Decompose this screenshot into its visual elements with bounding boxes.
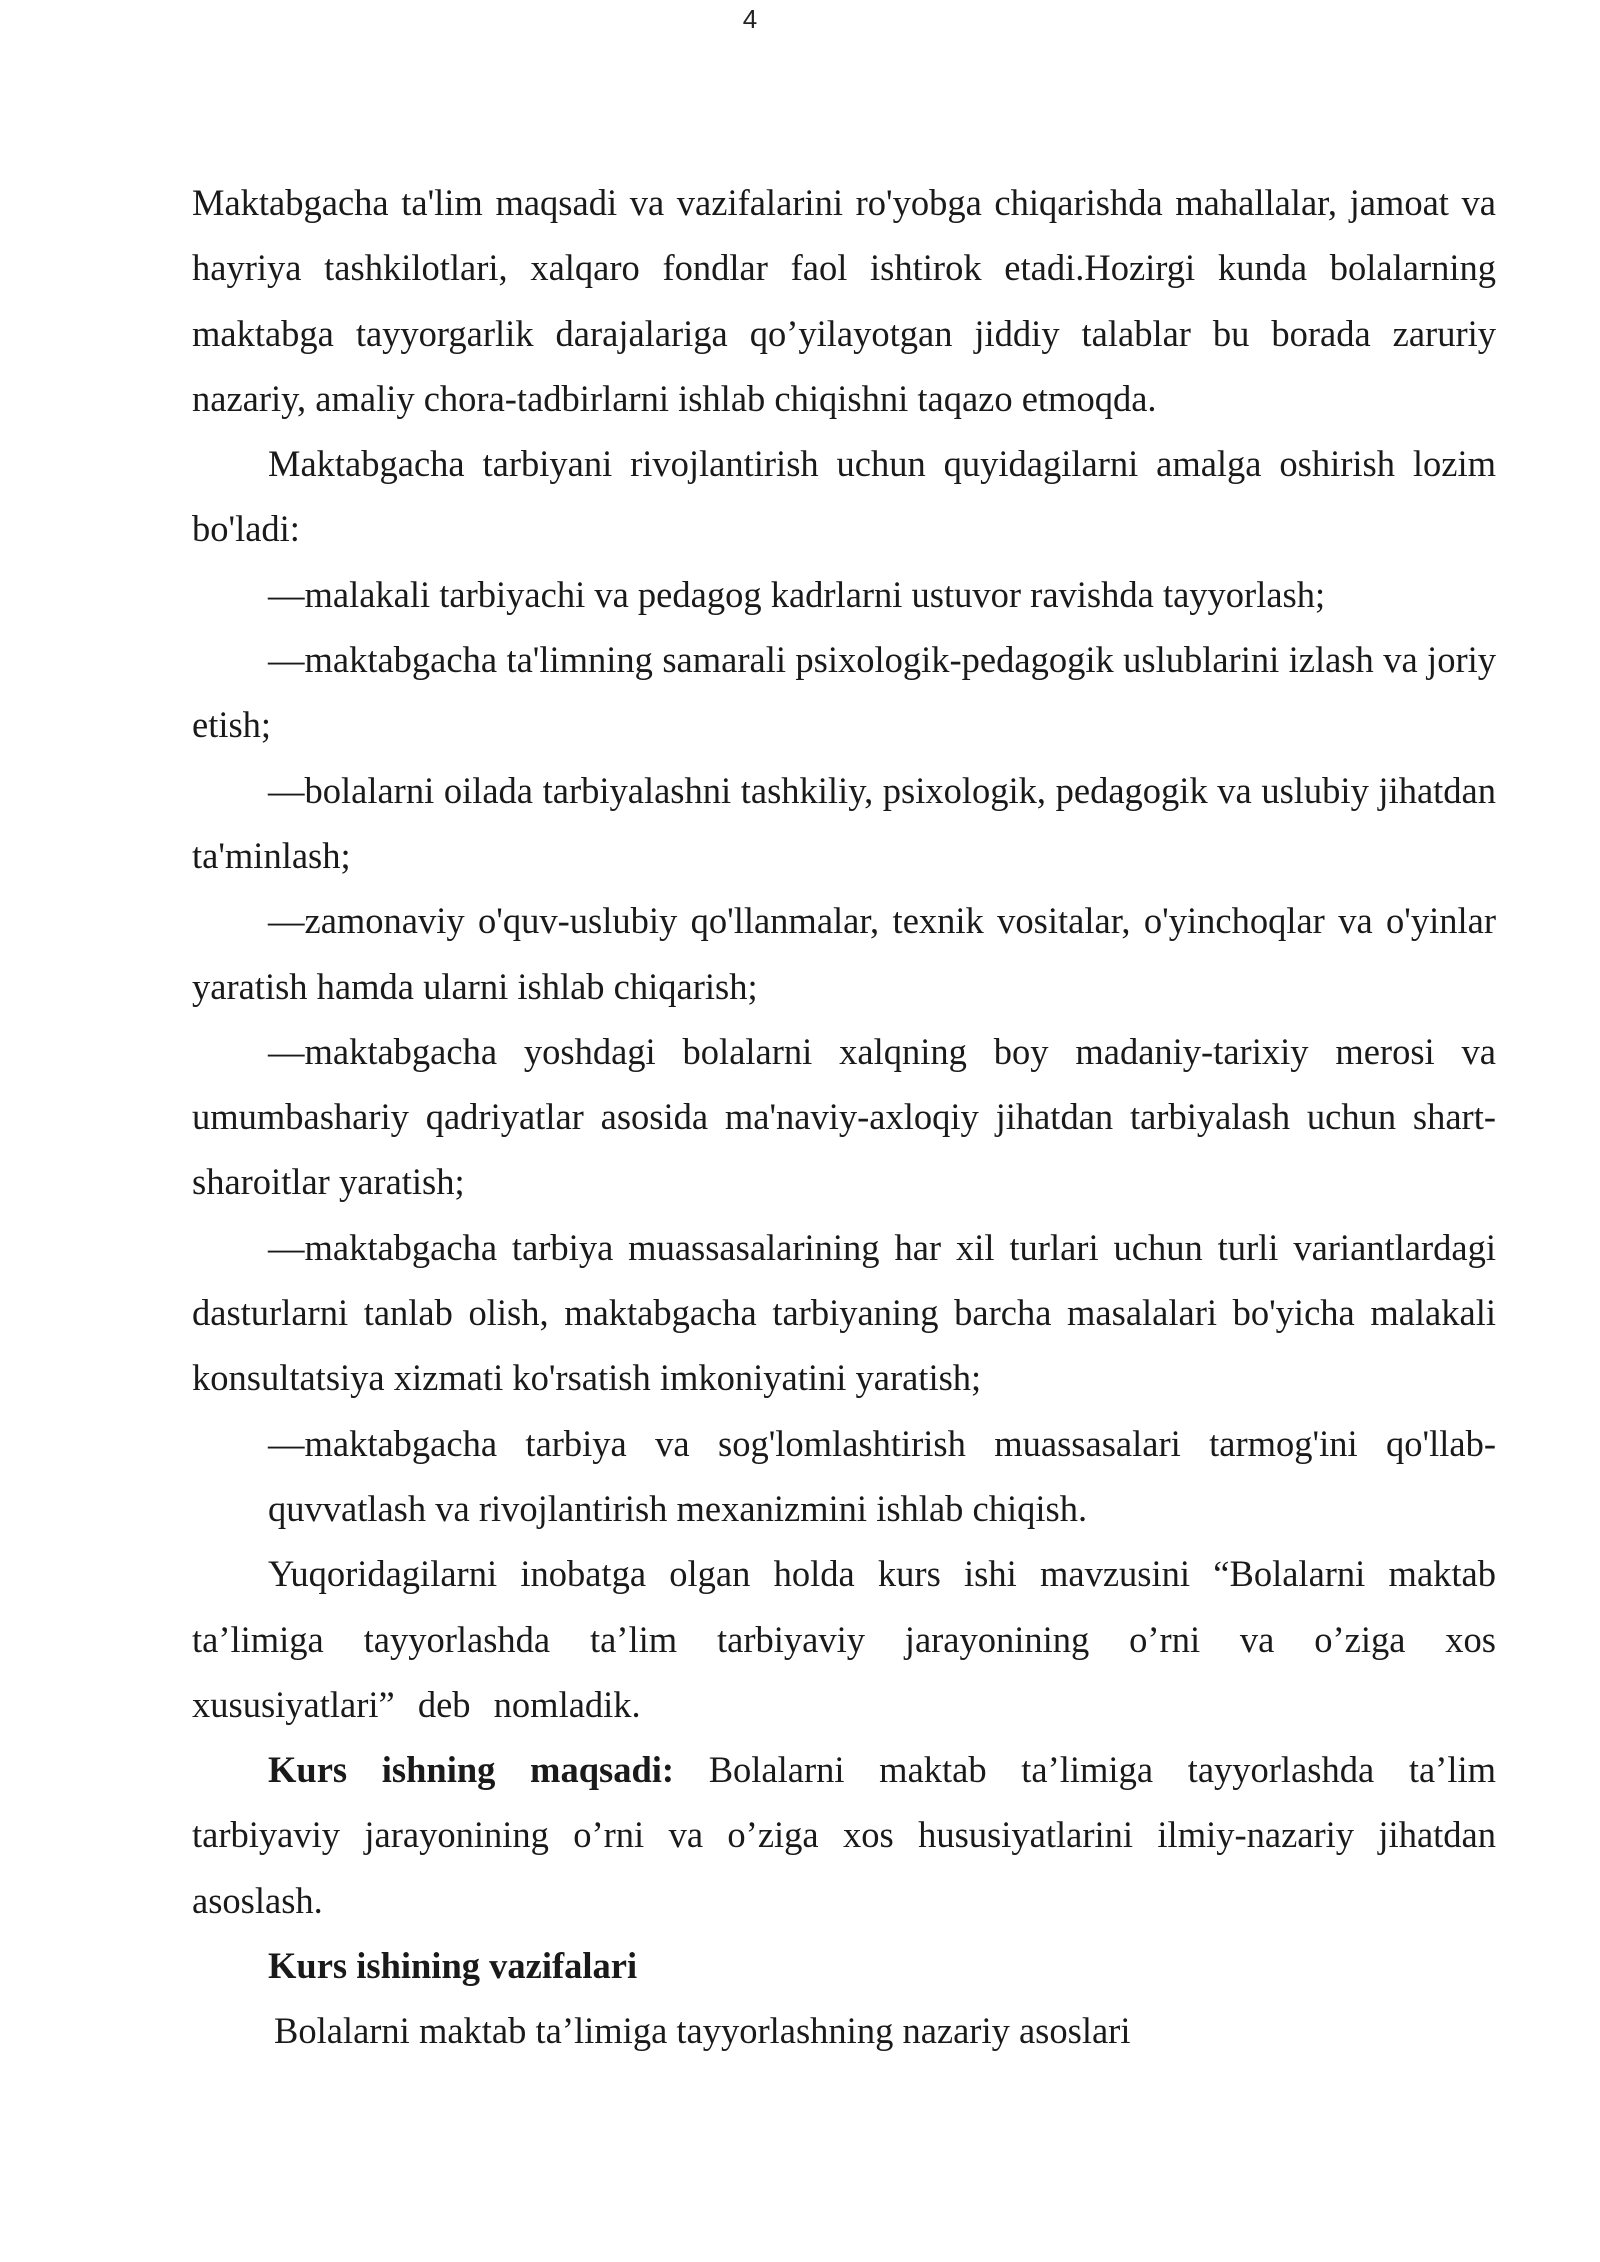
list-item: —maktabgacha tarbiya muassasalarining har xil turlari uchun turli variantlardagi dasturlarni tanlab olish, maktabgacha tarbiyaning barcha masalalari bo'yicha malakali konsultatsiya xizmati ko'rsatish imkoniyatini yaratish; <box>192 1226 1496 1399</box>
document-body <box>192 170 1496 2064</box>
page-number: 4 <box>742 4 758 34</box>
list-item: —malakali tarbiyachi va pedagog kadrlarni ustuvor ravishda tayyorlash; <box>268 573 1326 615</box>
list-item: —maktabgacha tarbiya va sog'lomlashtirish muassasalari tarmog'ini qo'llab-quvvatlash va rivojlantirish mexanizmini ishlab chiqish. <box>268 1422 1496 1529</box>
lead-paragraph: Maktabgacha tarbiyani rivojlantirish uchun quyidagilarni amalga oshirish lozim bo'ladi: <box>192 443 1496 550</box>
intro-paragraph: Maktabgacha ta'lim maqsadi va vazifalarini ro'yobga chiqarishda mahallalar, jamoat va hayriya tashkilotlari, xalqaro fondlar faol ishtirok etadi.Hozirgi kunda bolalarning maktabga tayyorgarlik darajalariga qo’yilayotgan jiddiy talablar bu borada zaruriy nazariy, amaliy chora-tadbirlarni ishlab chiqishni taqazo etmoqda. <box>192 182 1496 419</box>
goal-text: Bolalarni maktab ta’limiga tayyorlashda ta’lim tarbiyaviy jarayonining o’rni va o’ziga xos hususiyatlarini ilmiy-nazariy jihatdan asoslash. <box>192 1749 1496 1921</box>
topic-paragraph: Yuqoridagilarni inobatga olgan holda kurs ishi mavzusini “Bolalarni maktab ta’limiga tayyorlashda ta’lim tarbiyaviy jarayonining o’rni va o’ziga xos xususiyatlari” deb nomladik. <box>192 1553 1496 1725</box>
tasks-heading: Kurs ishining vazifalari <box>268 1945 638 1987</box>
list-item: —zamonaviy o'quv-uslubiy qo'llanmalar, texnik vositalar, o'yinchoqlar va o'yinlar yaratish hamda ularni ishlab chiqarish; <box>192 900 1496 1007</box>
goal-label: Kurs ishning maqsadi: <box>268 1749 675 1791</box>
list-item: —bolalarni oilada tarbiyalashni tashkiliy, psixologik, pedagogik va uslubiy jihatdan ta'minlash; <box>192 769 1496 876</box>
list-item: —maktabgacha ta'limning samarali psixologik-pedagogik uslublarini izlash va joriy etish; <box>192 639 1496 746</box>
tasks-first-item: Bolalarni maktab ta’limiga tayyorlashning nazariy asoslari <box>274 2010 1131 2052</box>
list-item: —maktabgacha yoshdagi bolalarni xalqning boy madaniy-tarixiy merosi va umumbashariy qadriyatlar asosida ma'naviy-axloqiy jihatdan tarbiyalash uchun shart-sharoitlar yaratish; <box>192 1030 1496 1203</box>
goal-paragraph <box>192 1737 1496 1933</box>
